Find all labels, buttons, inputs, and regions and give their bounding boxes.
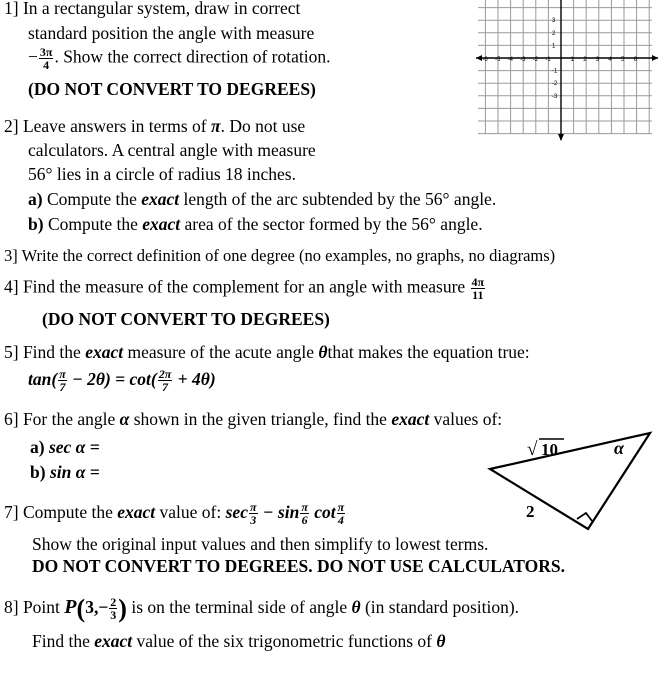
triangle-side-label: 2 (526, 502, 535, 521)
q4-number: 4] (4, 276, 19, 297)
q1-note: (DO NOT CONVERT TO DEGREES) (28, 79, 316, 99)
q8-text2: is on the terminal side of angle (126, 597, 352, 617)
x-axis-right-arrow-icon (652, 55, 658, 61)
q1-number: 1] (4, 0, 19, 18)
q5-text2: measure of the acute angle (123, 342, 319, 362)
q8-close-paren: ) (118, 593, 127, 623)
q8-coord-x: 3, (85, 597, 99, 617)
q6-text2: shown in the given triangle, find the (129, 409, 392, 429)
q7-line1 (4, 499, 346, 526)
x-tick-label: 4 (608, 57, 612, 63)
q2-b-text1: Compute the (43, 214, 143, 234)
q3-line (4, 246, 555, 266)
q7-exact: exact (117, 502, 156, 522)
q6-a-label: a) (30, 437, 45, 457)
y-tick-label: 2 (552, 30, 556, 37)
q6-text3: values of: (429, 409, 503, 429)
q5-eq-tan: tan( (28, 369, 58, 389)
q5-theta: θ (318, 342, 328, 362)
y-tick-label: 1 (552, 43, 556, 50)
q7-text1: Compute the (22, 502, 118, 522)
y-axis-down-arrow-icon (558, 134, 564, 141)
y-tick-label: -3 (552, 93, 558, 100)
q8-point-P: P (64, 596, 77, 618)
q5-number: 5] (4, 342, 19, 362)
grid-lines (478, 0, 652, 134)
x-tick-label: -5 (495, 57, 501, 63)
q8-open-paren: ( (76, 593, 86, 623)
q2-a-exact: exact (141, 189, 180, 209)
q2-b-exact: exact (142, 214, 181, 234)
q6-part-a (30, 437, 100, 457)
q8-line2 (32, 631, 445, 651)
q7-fraction-1: $\frac{\pi}{3}$ (249, 500, 257, 528)
q2-pi-symbol: π (211, 116, 221, 136)
x-axis-left-arrow-icon (476, 55, 482, 61)
x-tick-label: 1 (570, 57, 574, 63)
q4-note: (DO NOT CONVERT TO DEGREES) (42, 309, 330, 329)
x-tick-label: -2 (532, 57, 539, 63)
q6-exact: exact (391, 409, 430, 429)
q7-line3: DO NOT CONVERT TO DEGREES. DO NOT USE CALCULATORS. (32, 556, 565, 576)
q2-part-a (28, 189, 496, 209)
x-tick-label: 2 (583, 57, 587, 63)
q2-a-label: a) (28, 189, 43, 209)
q6-number: 6] (4, 409, 19, 429)
q8-line2b: value of the six trigonometric functions of (132, 631, 437, 651)
q4-angle-fraction: $\frac{4\pi}{11}$ (471, 275, 485, 302)
q6-line1 (4, 409, 502, 429)
q6-b-expr: sin α = (49, 462, 100, 482)
q5-text3: that makes the equation true: (327, 342, 530, 362)
x-tick-label: 6 (633, 57, 637, 63)
x-tick-label: -4 (507, 57, 513, 63)
q1-text-line1: In a rectangular system, draw in correct (22, 0, 301, 18)
q2-text-line1a: Leave answers in terms of (22, 116, 212, 136)
q7-fraction-3: $\frac{\pi}{4}$ (337, 500, 345, 528)
triangle-angle-label: α (614, 438, 624, 458)
q8-number: 8] (4, 597, 19, 617)
q7-number: 7] (4, 502, 19, 522)
q6-text1: For the angle (22, 409, 120, 429)
triangle-outline (490, 433, 650, 529)
triangle-sqrt-sign: √ (527, 439, 538, 460)
q8-line1 (4, 592, 519, 624)
x-tick-label: 5 (621, 57, 625, 63)
q8-exact: exact (94, 631, 133, 651)
q2-text-line1b: . Do not use (220, 116, 306, 136)
q7-sec: sec (225, 502, 248, 522)
q2-text-line3: 56° lies in a circle of radius 18 inches. (28, 164, 296, 184)
y-axis-labels (552, 18, 558, 100)
q4-text: Find the measure of the complement for an angle with measure (22, 276, 466, 297)
coordinate-grid (476, 0, 658, 142)
q7-cot: cot (309, 502, 336, 522)
q5-eq-mid: − 2θ) = cot( (67, 369, 157, 389)
q5-equation (28, 366, 216, 393)
q3-text: Write the correct definition of one degree (no examples, no graphs, no diagrams) (21, 246, 556, 265)
q6-a-expr: sec α = (48, 437, 100, 457)
q4-line (4, 276, 486, 301)
right-angle-marker (577, 513, 592, 521)
q2-line1 (4, 116, 305, 136)
q8-coord-fraction: $\frac{2}{3}$ (110, 595, 117, 623)
y-tick-label: 3 (552, 18, 556, 25)
q8-text3: (in standard position). (360, 597, 520, 617)
q8-theta: θ (351, 597, 361, 617)
q8-theta-2: θ (436, 631, 446, 651)
q7-text2: value of: (155, 502, 222, 522)
q1-line3 (28, 46, 330, 71)
q8-line2a: Find the (32, 631, 95, 651)
q6-b-label: b) (30, 462, 46, 482)
q3-number: 3] (4, 246, 18, 265)
x-tick-label: -3 (520, 57, 526, 63)
y-tick-label: -2 (552, 81, 558, 88)
q2-a-text1: Compute the (42, 189, 142, 209)
q7-fraction-2: $\frac{\pi}{6}$ (301, 500, 308, 528)
q6-alpha: α (119, 409, 130, 429)
q1-text-line3: . Show the correct direction of rotation. (54, 46, 331, 67)
q5-line1 (4, 342, 530, 362)
q8-text1: Point (22, 597, 65, 617)
x-tick-label: 3 (595, 57, 600, 63)
q2-b-label: b) (28, 214, 44, 234)
y-tick-label: -1 (552, 68, 558, 75)
x-tick-label: -1 (545, 57, 551, 63)
q5-fraction-2: $\frac{2\pi}{7}$ (158, 367, 172, 395)
q1-angle-fraction: $\frac{3\pi}{4}$ (39, 45, 53, 72)
q1-line1 (4, 0, 300, 18)
x-tick-label: -6 (482, 57, 488, 63)
q7-sin: − sin (258, 502, 300, 522)
q2-number: 2] (4, 116, 19, 136)
q6-part-b (30, 462, 100, 482)
q5-text1: Find the (22, 342, 86, 362)
q5-fraction-1: $\frac{\pi}{7}$ (59, 367, 66, 395)
q5-exact: exact (85, 342, 124, 362)
q1-neg-sign: − (28, 46, 38, 67)
q2-b-text2: area of the sector formed by the 56° angle. (180, 214, 483, 234)
q2-a-text2: length of the arc subtended by the 56° angle. (179, 189, 497, 209)
q1-text-line2: standard position the angle with measure (28, 23, 315, 43)
q5-eq-end: + 4θ) (173, 369, 216, 389)
q7-line2: Show the original input values and then simplify to lowest terms. (32, 534, 489, 554)
q8-neg-sign: − (98, 597, 109, 617)
triangle-hypotenuse-label: 10 (541, 440, 558, 459)
q2-part-b (28, 214, 483, 234)
right-triangle (486, 425, 656, 535)
q2-text-line2: calculators. A central angle with measure (28, 140, 316, 160)
